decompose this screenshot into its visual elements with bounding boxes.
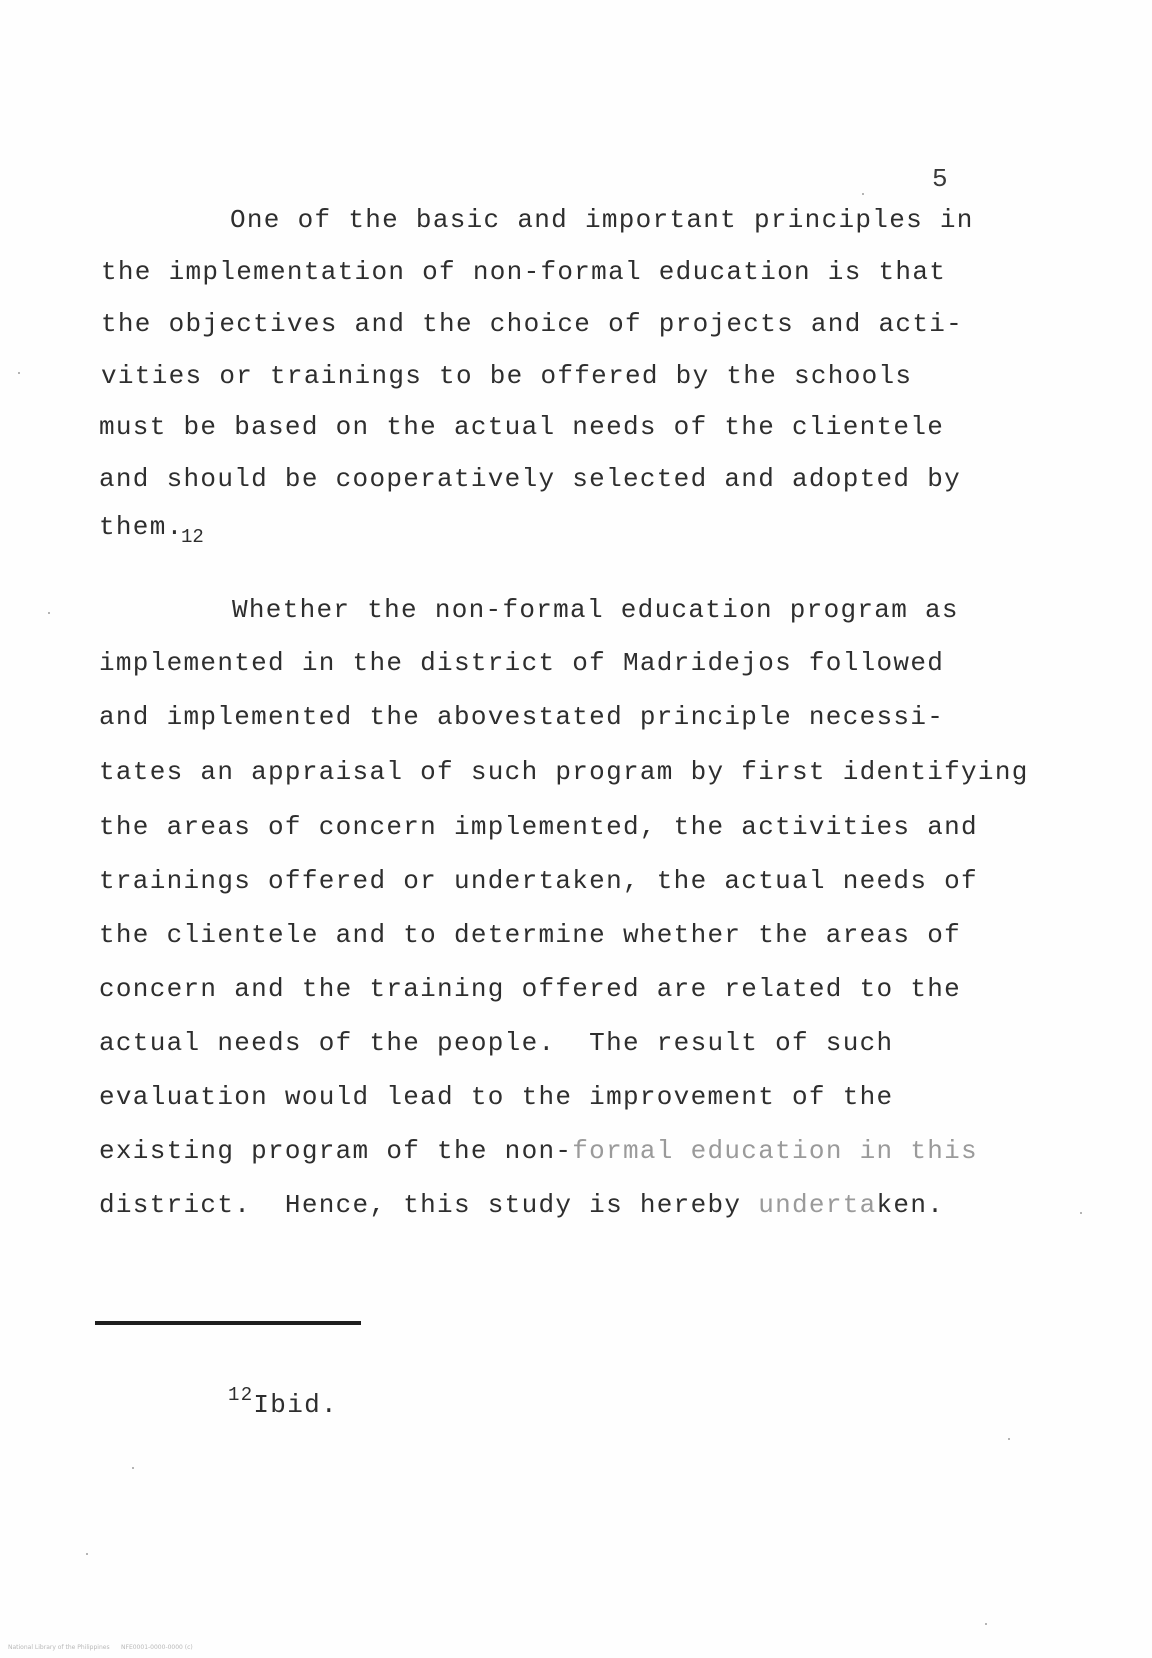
- paragraph-2-line-12-start: district. Hence, this study is hereby: [99, 1190, 759, 1220]
- paragraph-2-line-2: implemented in the district of Madridejos followed: [99, 648, 945, 678]
- paragraph-2-line-11-start: existing program of the non-: [99, 1136, 573, 1166]
- paragraph-1-line-6: and should be cooperatively selected and adopted by: [99, 464, 962, 494]
- paragraph-2-line-12: [99, 1189, 944, 1221]
- footnote-mark: 12: [228, 1384, 254, 1406]
- page-number: 5: [932, 164, 948, 194]
- scan-speck: [86, 1553, 88, 1555]
- paragraph-1-line-4: vities or trainings to be offered by the schools: [101, 361, 913, 391]
- scan-speck: [985, 1623, 987, 1625]
- footnote-12: [228, 1384, 338, 1420]
- paragraph-2-line-11: [99, 1135, 978, 1167]
- paragraph-2-line-10: evaluation would lead to the improvement of the: [99, 1082, 894, 1112]
- paragraph-2-line-4: tates an appraisal of such program by first identifying: [99, 757, 1029, 787]
- paragraph-1-line-3: the objectives and the choice of projects and acti-: [101, 309, 964, 339]
- scan-speck: [132, 1467, 134, 1469]
- paragraph-1-line-1: One of the basic and important principles in: [230, 205, 974, 235]
- footnote-separator: [95, 1321, 361, 1325]
- paragraph-1-line-7: them.: [99, 512, 184, 542]
- paragraph-2-line-6: trainings offered or undertaken, the actual needs of: [99, 866, 978, 896]
- scan-speck: [1008, 1438, 1010, 1440]
- footnote-reference-12: 12: [181, 526, 204, 548]
- paragraph-2-line-1: Whether the non-formal education program as: [232, 595, 959, 625]
- scan-speck: [1080, 1212, 1082, 1214]
- footnote-text: Ibid.: [253, 1390, 338, 1420]
- paragraph-1-line-5: must be based on the actual needs of the clientele: [99, 412, 945, 442]
- paragraph-2-line-3: and implemented the abovestated principle necessi-: [99, 702, 945, 732]
- paragraph-2-line-5: the areas of concern implemented, the activities and: [99, 812, 978, 842]
- paragraph-2-line-8: concern and the training offered are related to the: [99, 974, 962, 1004]
- paragraph-2-line-7: the clientele and to determine whether the areas of: [99, 920, 962, 950]
- paragraph-2-line-12-faded: underta: [758, 1190, 877, 1220]
- scan-imprint: National Library of the Philippines NFE0001-0000-0000 (c): [8, 1644, 193, 1651]
- paragraph-2-line-12-end: ken.: [876, 1190, 945, 1220]
- paragraph-2-line-11-faded: formal education in this: [572, 1136, 978, 1166]
- paragraph-2-line-9: actual needs of the people. The result of such: [99, 1028, 894, 1058]
- paragraph-1-line-2: the implementation of non-formal education is that: [101, 257, 947, 287]
- scan-speck: [48, 612, 50, 614]
- scan-speck: [18, 372, 20, 374]
- scan-speck: [862, 193, 864, 195]
